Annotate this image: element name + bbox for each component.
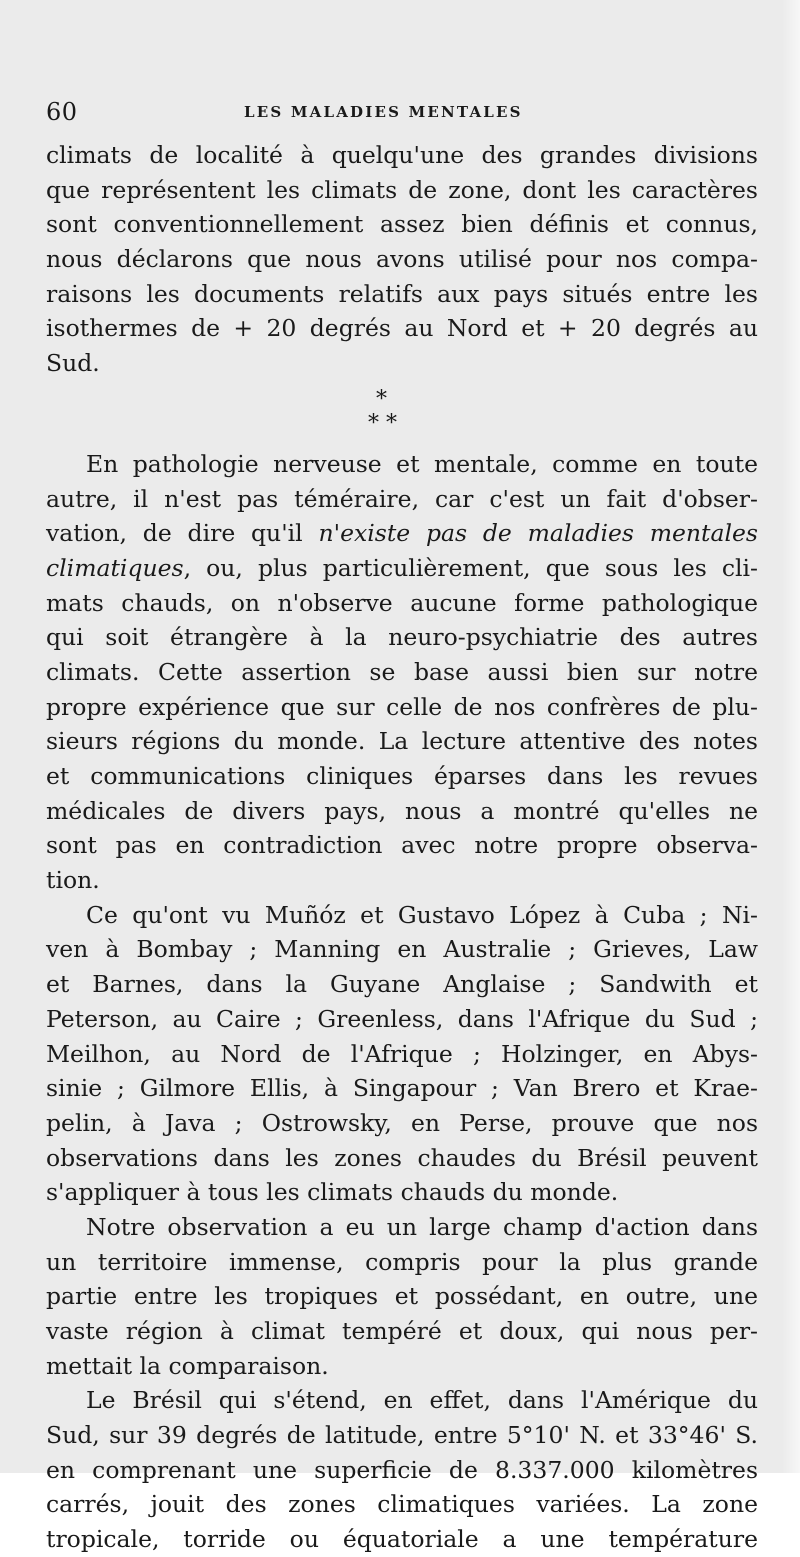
- text-line: mettait la comparaison.: [46, 1351, 329, 1380]
- text-line: Peterson, au Caire ; Greenless, dans l'Afrique du Sud ;: [46, 1004, 758, 1033]
- paragraph-observations: [46, 898, 758, 1210]
- text-line: s'appliquer à tous les climats chauds du monde.: [46, 1178, 619, 1207]
- text-line: et communications cliniques éparses dans les revues: [46, 762, 758, 790]
- asterism-star: *: [376, 386, 387, 412]
- text-line: isothermes de + 20 degrés au Nord et + 20 degrés au: [46, 314, 758, 343]
- text-line: raisons les documents relatifs aux pays situés entre les: [46, 279, 758, 308]
- text-line: sont pas en contradiction avec notre propre observa-: [46, 831, 758, 860]
- text-line: Meilhon, au Nord de l'Afrique ; Holzinger, en Abys-: [46, 1039, 758, 1068]
- text-line: Ce qu'ont vu Muñóz et Gustavo López à Cuba ; Ni-: [86, 900, 758, 929]
- text-line: un territoire immense, compris pour la plus grande: [46, 1247, 758, 1276]
- asterism-star: *: [368, 410, 379, 436]
- text-line: observations dans les zones chaudes du Brésil peuvent: [46, 1143, 758, 1172]
- text-line: Sud, sur 39 degrés de latitude, entre 5°10' N. et 33°46' S.: [46, 1421, 758, 1450]
- text-line: et Barnes, dans la Guyane Anglaise ; Sandwith et: [46, 970, 758, 999]
- paragraph-territoire: [46, 1210, 758, 1383]
- text-line: [46, 516, 758, 551]
- text-line: sinie ; Gilmore Ellis, à Singapour ; Van Brero et Krae-: [46, 1074, 758, 1103]
- text-line: en comprenant une superficie de 8.337.000 kilomètres: [46, 1455, 758, 1484]
- text-line: propre expérience que sur celle de nos confrères de plu-: [46, 692, 758, 721]
- text-line: Le Brésil qui s'étend, en effet, dans l'Amérique du: [86, 1386, 758, 1415]
- running-head: LES MALADIES MENTALES: [244, 103, 523, 121]
- text-line: climats de localité à quelqu'une des grandes divisions: [46, 141, 758, 169]
- text-line: que représentent les climats de zone, dont les caractères: [46, 175, 758, 204]
- text-line: Sud.: [46, 349, 100, 378]
- text-line: sont conventionnellement assez bien définis et connus,: [46, 210, 758, 239]
- asterism-star: *: [386, 410, 397, 436]
- asterism-ornament: [46, 381, 758, 439]
- page-edge-shadow: [782, 0, 800, 1473]
- text-line: En pathologie nerveuse et mentale, comme en toute: [86, 449, 758, 478]
- page-number: 60: [46, 98, 78, 126]
- body-text: [46, 138, 758, 1557]
- text-line: pelin, à Java ; Ostrowsky, en Perse, prouve que nos: [46, 1108, 758, 1137]
- text-line: nous déclarons que nous avons utilisé pour nos compa-: [46, 245, 758, 274]
- text-line: tropicale, torride ou équatoriale a une température: [46, 1525, 758, 1554]
- text-line: carrés, jouit des zones climatiques variées. La zone: [46, 1490, 758, 1519]
- text-line: sieurs régions du monde. La lecture attentive des notes: [46, 727, 758, 756]
- text-line: [46, 551, 758, 586]
- paragraph-pathologie: [46, 447, 758, 898]
- italic-emphasis: n'existe pas de maladies mentales: [318, 519, 758, 548]
- text-line: ven à Bombay ; Manning en Australie ; Grieves, Law: [46, 935, 758, 964]
- text-line: mats chauds, on n'observe aucune forme pathologique: [46, 588, 758, 617]
- text-run: vation, de dire qu'il: [46, 519, 319, 548]
- text-line: climats. Cette assertion se base aussi bien sur notre: [46, 657, 758, 686]
- text-line: autre, il n'est pas téméraire, car c'est un fait d'obser-: [46, 484, 758, 513]
- page-header: [46, 98, 766, 132]
- italic-emphasis: climatiques: [46, 553, 184, 582]
- text-line: vaste région à climat tempéré et doux, qui nous per-: [46, 1317, 758, 1345]
- text-line: Notre observation a eu un large champ d'action dans: [86, 1212, 758, 1241]
- paragraph-bresil: [46, 1383, 758, 1556]
- text-line: médicales de divers pays, nous a montré qu'elles ne: [46, 796, 758, 825]
- text-line: qui soit étrangère à la neuro-psychiatrie des autres: [46, 623, 758, 652]
- text-run: , ou, plus particulièrement, que sous les cli-: [183, 553, 758, 582]
- text-line: partie entre les tropiques et possédant, en outre, une: [46, 1282, 758, 1311]
- paragraph-climats: [46, 138, 758, 381]
- text-line: tion.: [46, 866, 100, 895]
